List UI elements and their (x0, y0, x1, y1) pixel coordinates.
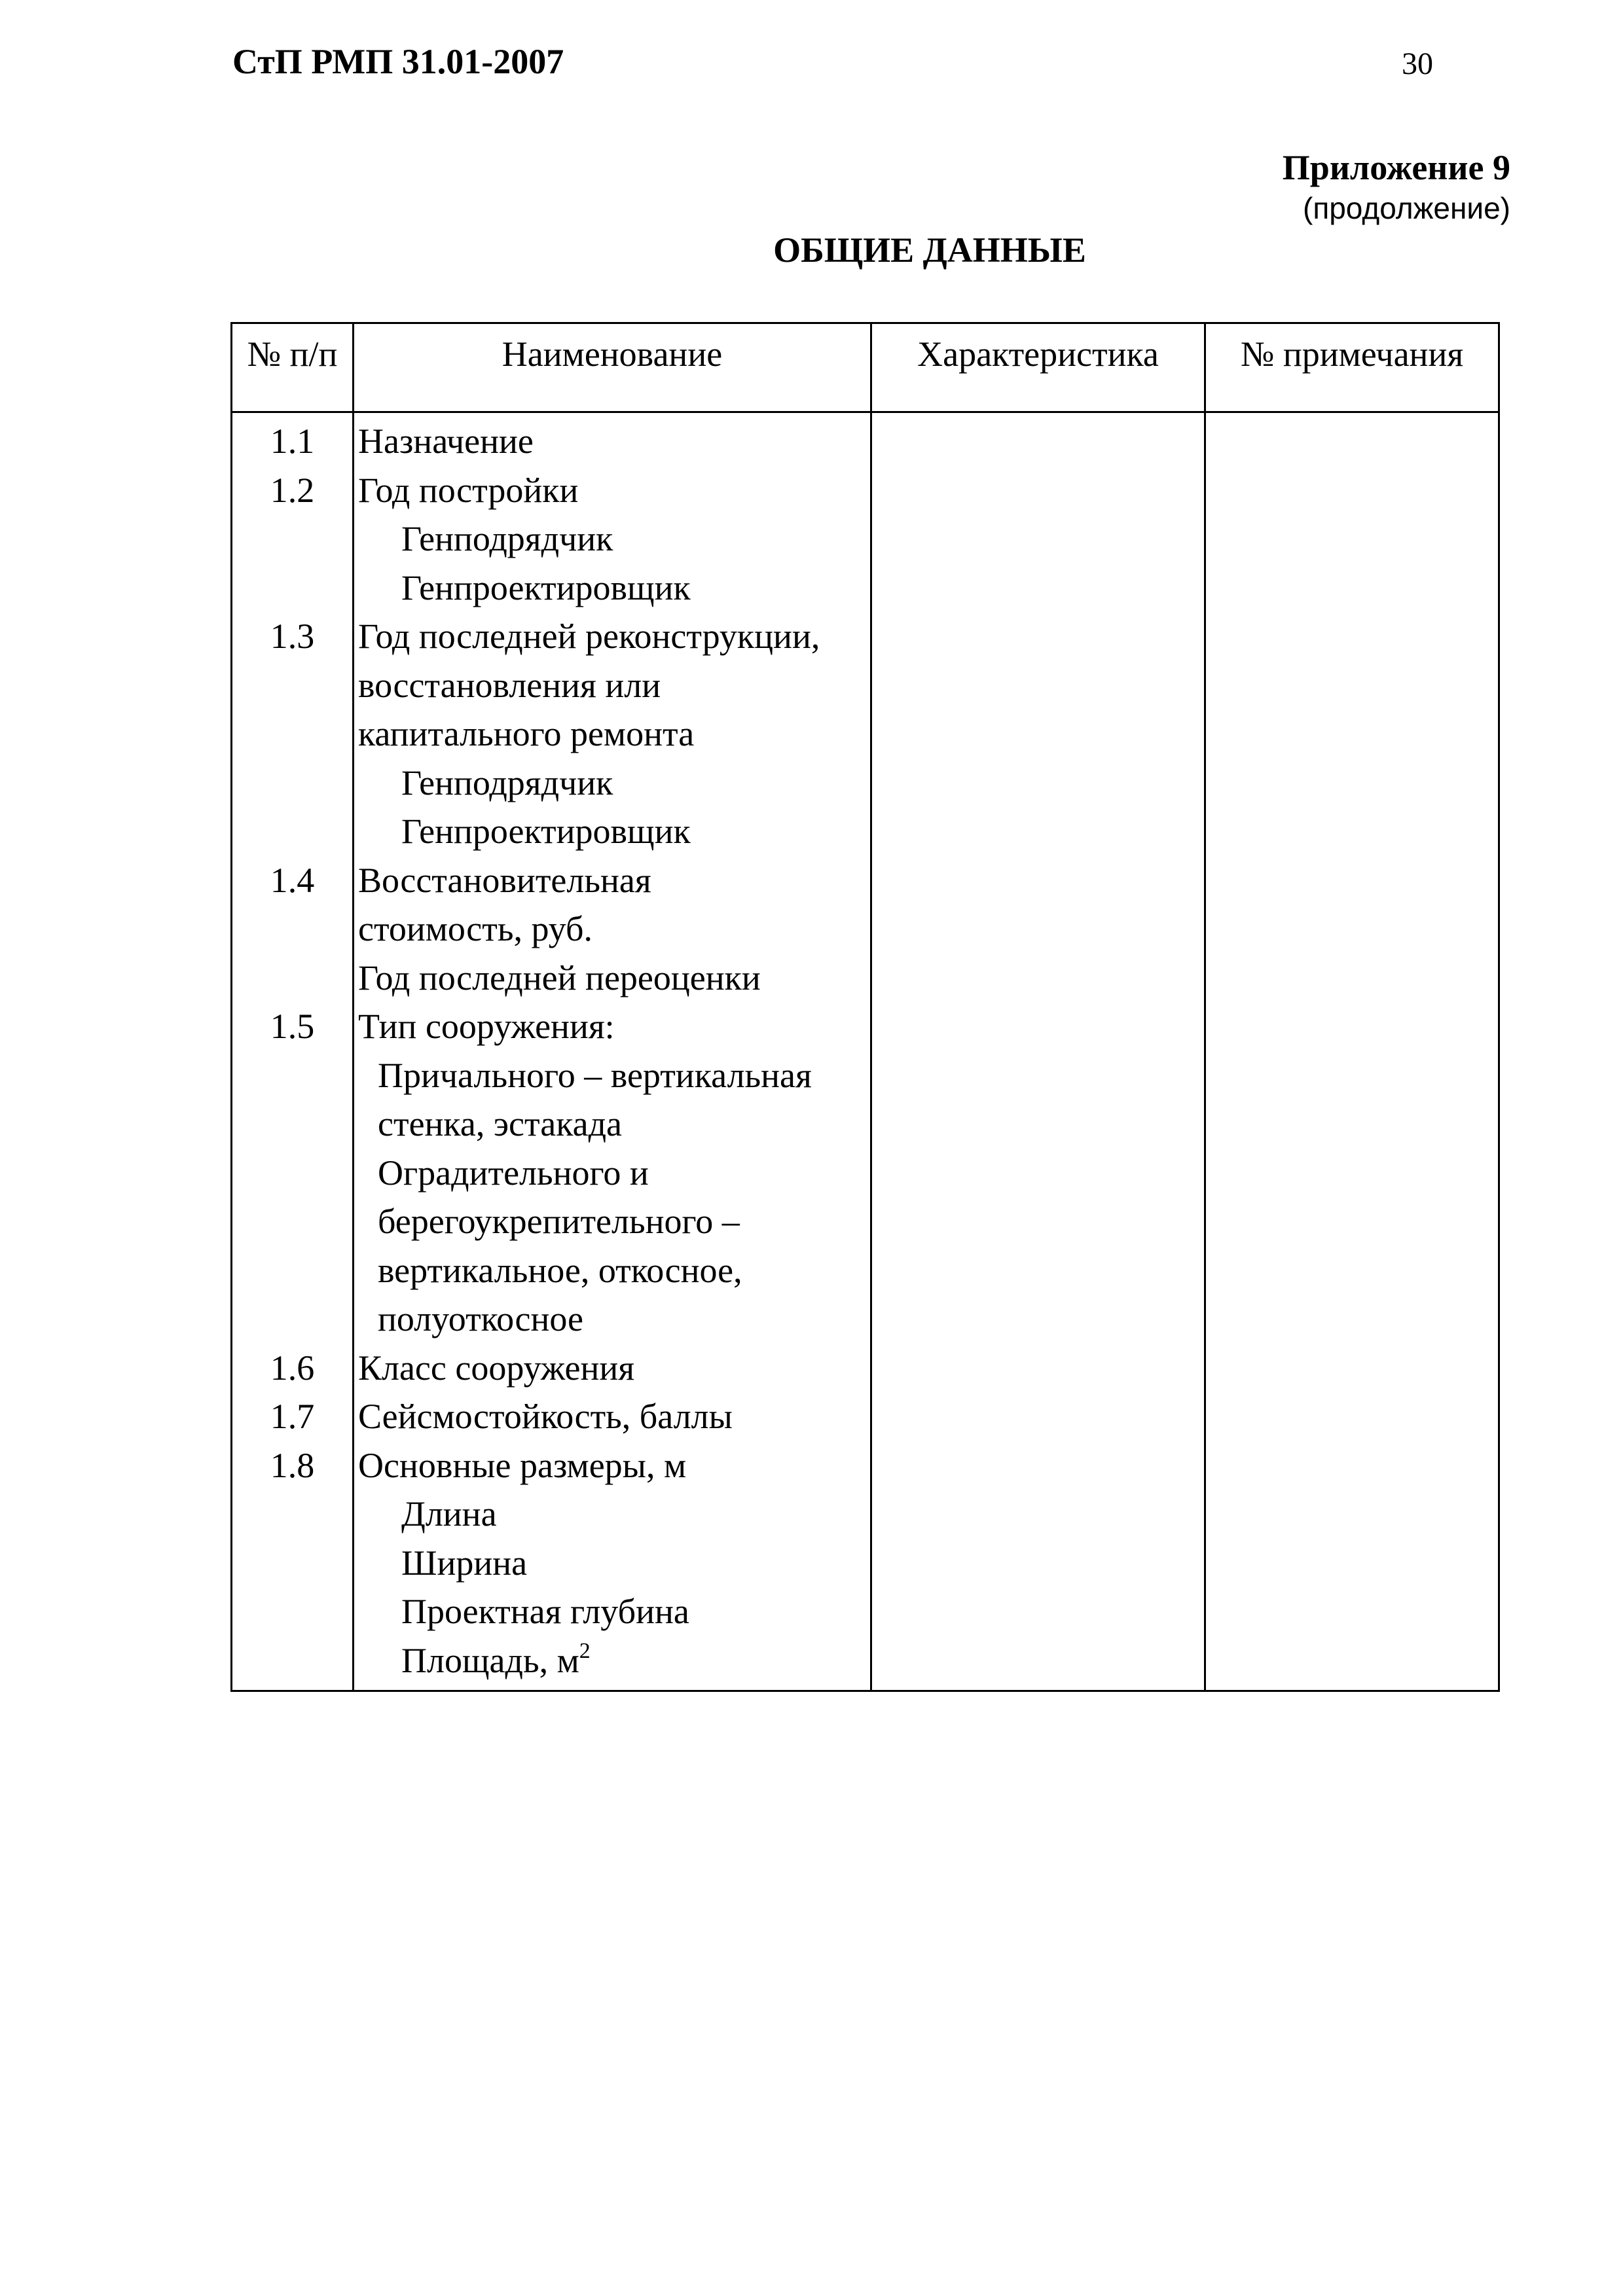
row-name-text: Длина (401, 1494, 497, 1534)
page-title: ОБЩИЕ ДАННЫЕ (773, 230, 1086, 270)
number-list (232, 417, 352, 1685)
appendix-label: Приложение 9 (1282, 148, 1510, 187)
row-name-text: восстановления или (358, 665, 661, 705)
row-name (354, 1002, 870, 1051)
row-number (232, 759, 352, 808)
table-body-row (232, 412, 1499, 1691)
row-name-text: Оградительного и (378, 1153, 649, 1193)
row-name (354, 759, 870, 808)
row-name (354, 1490, 870, 1539)
row-name-text: Основные размеры, м (358, 1445, 687, 1485)
row-number (232, 1197, 352, 1246)
row-number (232, 1490, 352, 1539)
row-name (354, 417, 870, 466)
row-name (354, 807, 870, 856)
row-name-text: Тип сооружения: (358, 1007, 615, 1046)
row-name-text: Год постройки (358, 470, 579, 510)
row-name (354, 856, 870, 905)
row-name-text: Сейсмостойкость, баллы (358, 1397, 733, 1436)
row-name (354, 1344, 870, 1393)
row-name-text: Проектная глубина (401, 1592, 689, 1631)
row-name-text: полуоткосное (378, 1299, 584, 1338)
column-header-note-number: № примечания (1205, 323, 1499, 412)
row-number: 1.2 (270, 470, 315, 510)
row-name (354, 1636, 870, 1685)
row-number (232, 1295, 352, 1344)
row-number (232, 954, 352, 1003)
row-number (232, 807, 352, 856)
row-name (354, 1100, 870, 1149)
row-name-text: Год последней переоценки (358, 958, 761, 997)
row-name (354, 661, 870, 710)
row-number (232, 1051, 352, 1100)
row-name-text: Генподрядчик (401, 519, 613, 558)
row-name (354, 1149, 870, 1198)
number-column-cell (232, 412, 354, 1691)
name-column-cell (354, 412, 871, 1691)
row-number (232, 661, 352, 710)
row-number (232, 905, 352, 954)
row-name (354, 564, 870, 613)
row-name (354, 514, 870, 564)
row-number: 1.7 (270, 1397, 315, 1436)
row-number (232, 1246, 352, 1295)
row-number (232, 514, 352, 564)
row-name-text: Назначение (358, 422, 534, 461)
row-name (354, 1051, 870, 1100)
column-header-name: Наименование (354, 323, 871, 412)
note-number-column-cell (1205, 412, 1499, 1691)
row-number: 1.4 (270, 860, 315, 900)
row-name-text: Ширина (401, 1543, 528, 1583)
row-name (354, 1587, 870, 1636)
row-name (354, 612, 870, 661)
row-name (354, 466, 870, 515)
row-name (354, 905, 870, 954)
row-name (354, 1197, 870, 1246)
column-header-number: № п/п (232, 323, 354, 412)
general-data-table (230, 322, 1500, 1692)
row-number (232, 1587, 352, 1636)
row-name (354, 954, 870, 1003)
row-number (232, 564, 352, 613)
row-name (354, 1295, 870, 1344)
row-name-text: вертикальное, откосное, (378, 1250, 742, 1290)
row-number (232, 1636, 352, 1685)
row-number (232, 1149, 352, 1198)
row-name (354, 1441, 870, 1490)
characteristic-column-cell (871, 412, 1205, 1691)
row-number: 1.5 (270, 1007, 315, 1046)
row-name-text: Генпроектировщик (401, 812, 691, 851)
row-name (354, 1246, 870, 1295)
row-name-text: Причального – вертикальная (378, 1055, 812, 1095)
row-number: 1.8 (270, 1445, 315, 1485)
superscript: 2 (579, 1638, 591, 1663)
row-name-text: берегоукрепительного – (378, 1202, 740, 1241)
row-number: 1.3 (270, 617, 315, 656)
page-number: 30 (1402, 46, 1433, 81)
row-number: 1.1 (270, 422, 315, 461)
row-name-text: капитального ремонта (358, 714, 695, 753)
row-number (232, 1100, 352, 1149)
row-name-text: стоимость, руб. (358, 909, 593, 948)
row-name-text: Генпроектировщик (401, 567, 691, 607)
row-name-text: Генподрядчик (401, 762, 613, 802)
column-header-characteristic: Характеристика (871, 323, 1205, 412)
row-name (354, 1392, 870, 1441)
row-name (354, 709, 870, 759)
continuation-label: (продолжение) (1303, 191, 1510, 225)
row-number: 1.6 (270, 1348, 315, 1388)
document-code: СтП РМП 31.01-2007 (232, 42, 564, 81)
table-header-row (232, 323, 1499, 412)
row-name-text: Восстановительная (358, 860, 651, 900)
row-name-text: Класс сооружения (358, 1348, 635, 1388)
row-name (354, 1539, 870, 1588)
row-name-text: стенка, эстакада (378, 1104, 623, 1143)
row-number (232, 1539, 352, 1588)
name-list (354, 417, 870, 1685)
row-number (232, 709, 352, 759)
row-name-text: Площадь, м (401, 1640, 579, 1680)
row-name-text: Год последней реконструкции, (358, 617, 820, 656)
